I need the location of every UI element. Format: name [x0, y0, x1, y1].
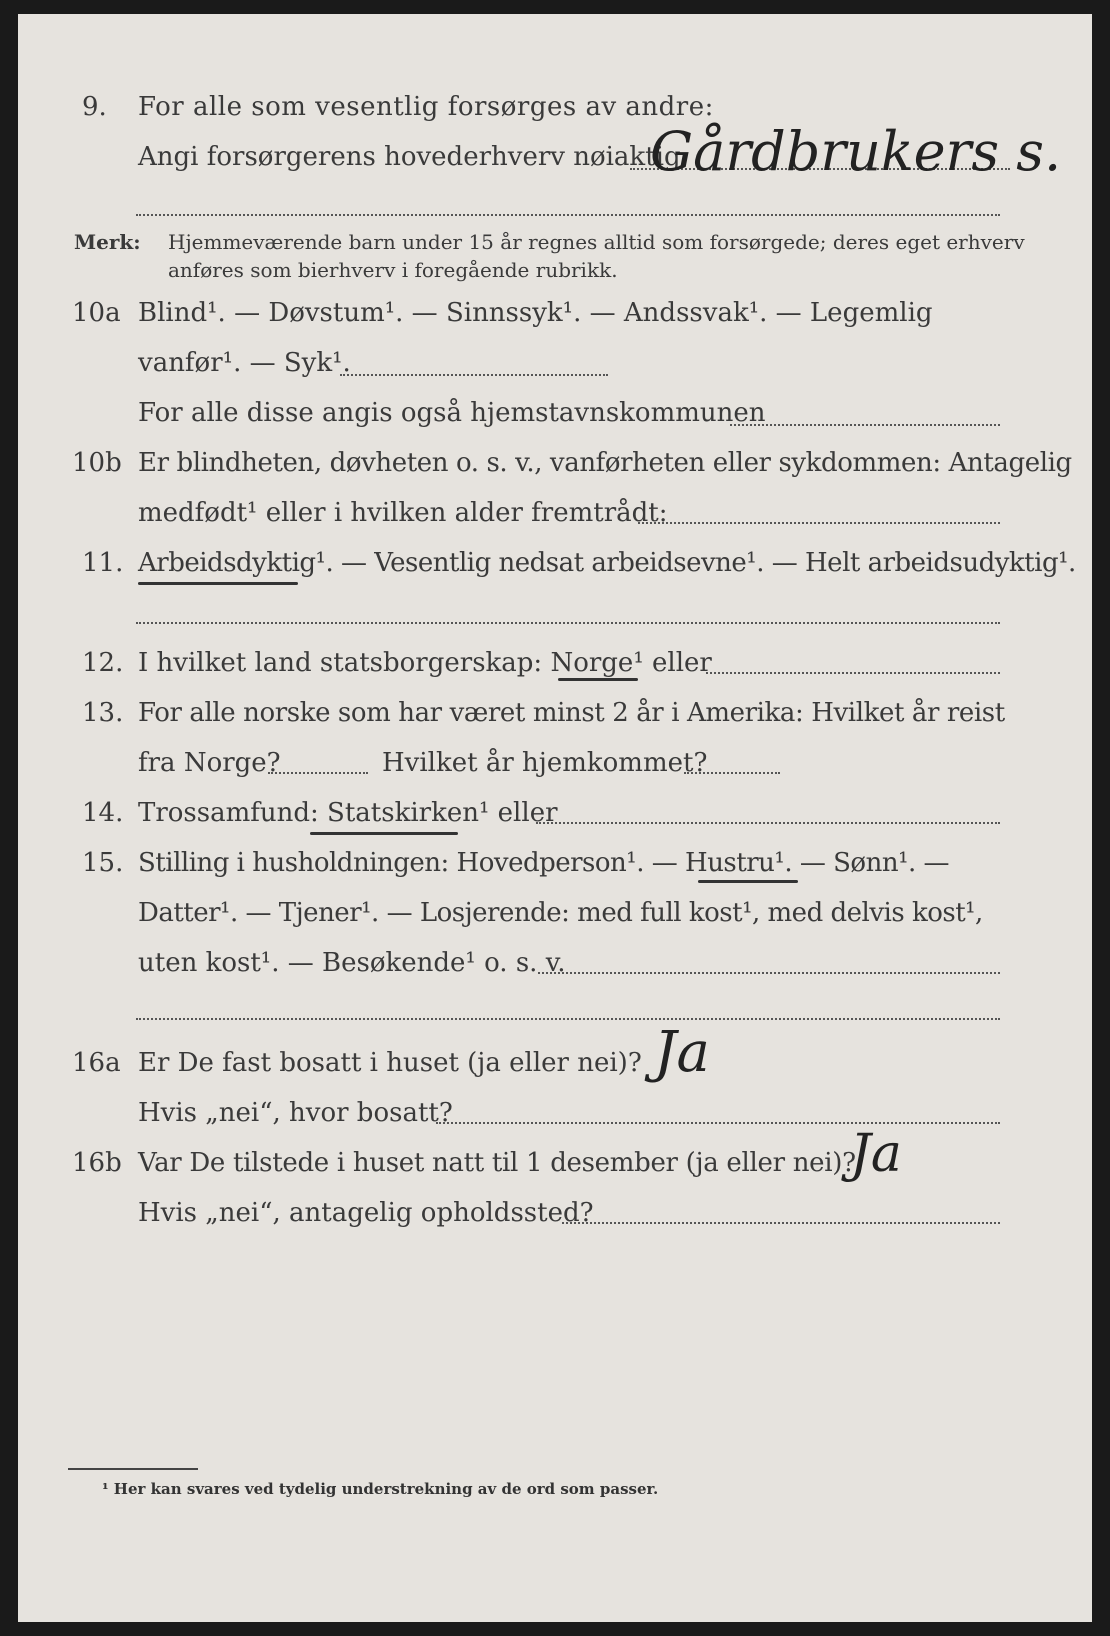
- q10a-number: 10a: [72, 298, 121, 328]
- q9-line2: Angi forsørgerens hovederhverv nøiaktig: [138, 142, 681, 172]
- q10b-line2: medfødt¹ eller i hvilken alder fremtrådt:: [138, 498, 668, 528]
- q13-line2a: fra Norge?: [138, 748, 281, 778]
- q14-blank: [536, 822, 1000, 824]
- q16a-line2: Hvis „nei“, hvor bosatt?: [138, 1098, 453, 1128]
- q10b-blank: [638, 522, 1000, 524]
- q11-blank: [136, 622, 1000, 624]
- q9-second-line: [136, 214, 1000, 216]
- q14-line1: Trossamfund: Statskirken¹ eller: [138, 798, 558, 828]
- footnote: ¹ Her kan svares ved tydelig understrekning av de ord som passer.: [102, 1480, 659, 1498]
- q13-blank-b: [684, 772, 780, 774]
- q16a-blank: [436, 1122, 1000, 1124]
- q16a-line1: Er De fast bosatt i huset (ja eller nei)?: [138, 1048, 642, 1078]
- merk-line1: Hjemmeværende barn under 15 år regnes alltid som forsørgede; deres eget erhverv: [168, 230, 1025, 254]
- q15-line2: Datter¹. — Tjener¹. — Losjerende: med full kost¹, med delvis kost¹,: [138, 898, 983, 928]
- q15-underline-mark: [698, 880, 798, 883]
- q15-second-blank: [136, 1018, 1000, 1020]
- q11-line1: Arbeidsdyktig¹. — Vesentlig nedsat arbeidsevne¹. — Helt arbeidsudyktig¹.: [138, 548, 1076, 578]
- q10b-number: 10b: [72, 448, 122, 478]
- q11-number: 11.: [82, 548, 124, 578]
- q9-number: 9.: [82, 92, 107, 122]
- q16b-line2: Hvis „nei“, antagelig opholdssted?: [138, 1198, 594, 1228]
- merk-label: Merk:: [74, 230, 141, 254]
- q16b-blank: [562, 1222, 1000, 1224]
- q12-underline-mark: [558, 678, 638, 681]
- q15-blank: [538, 972, 1000, 974]
- q12-line1: I hvilket land statsborgerskap: Norge¹ eller: [138, 648, 712, 678]
- q16a-number: 16a: [72, 1048, 121, 1078]
- q9-line1: For alle som vesentlig forsørges av andre:: [138, 92, 714, 122]
- q10a-line3: For alle disse angis også hjemstavnskommunen: [138, 398, 766, 428]
- q10a-line3-blank: [730, 424, 1000, 426]
- q10b-line1: Er blindheten, døvheten o. s. v., vanførheten eller sykdommen: Antagelig: [138, 448, 1072, 478]
- q10a-line2: vanfør¹. — Syk¹.: [138, 348, 351, 378]
- q15-number: 15.: [82, 848, 124, 878]
- q10a-line1: Blind¹. — Døvstum¹. — Sinnssyk¹. — Andssvak¹. — Legemlig: [138, 298, 933, 328]
- q16a-handwritten-answer: Ja: [654, 1020, 710, 1085]
- footnote-rule: [68, 1468, 198, 1470]
- q13-line1: For alle norske som har været minst 2 år i Amerika: Hvilket år reist: [138, 698, 1005, 728]
- q13-line2b: Hvilket år hjemkommet?: [382, 748, 708, 778]
- q13-blank-a: [268, 772, 368, 774]
- q12-number: 12.: [82, 648, 124, 678]
- q14-number: 14.: [82, 798, 124, 828]
- q15-line1: Stilling i husholdningen: Hovedperson¹. — Hustru¹. — Sønn¹. —: [138, 848, 950, 878]
- q12-blank: [706, 672, 1000, 674]
- q14-underline-mark: [310, 832, 458, 835]
- q11-underline-mark: [138, 582, 298, 585]
- q16b-handwritten-answer: Ja: [850, 1124, 902, 1184]
- q10a-line2-blank: [340, 374, 608, 376]
- q16b-number: 16b: [72, 1148, 122, 1178]
- q13-number: 13.: [82, 698, 124, 728]
- q15-line3: uten kost¹. — Besøkende¹ o. s. v.: [138, 948, 566, 978]
- merk-line2: anføres som bierhverv i foregående rubrikk.: [168, 258, 618, 282]
- q16b-line1: Var De tilstede i huset natt til 1 desember (ja eller nei)?: [138, 1148, 856, 1178]
- census-form-page: [18, 14, 1092, 1622]
- q9-handwritten-answer: Gårdbrukers s.: [650, 120, 1062, 183]
